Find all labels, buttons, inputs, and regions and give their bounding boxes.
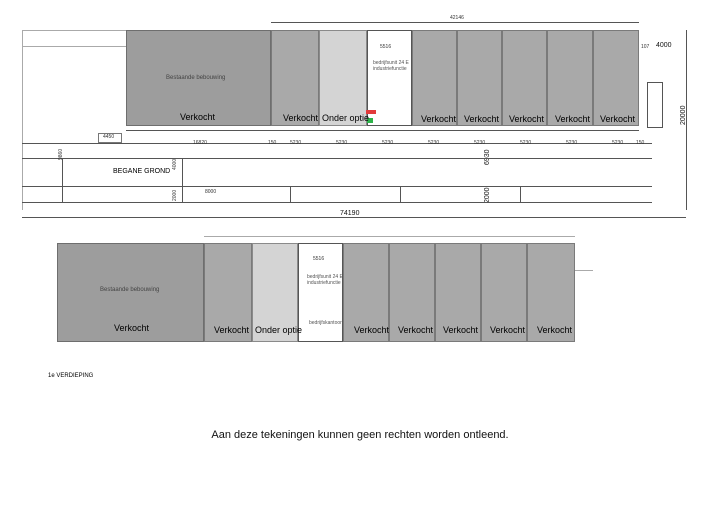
disclaimer-text: Aan deze tekeningen kunnen geen rechten worden ontleend. (211, 429, 509, 441)
dim-unit-4: 5230 (428, 140, 440, 146)
office-label: bedrijfskantoor (309, 320, 342, 326)
unit-g6 (502, 30, 547, 126)
existing-building-label: Bestaande bebouwing (166, 75, 226, 81)
status-g5: Verkocht (509, 114, 545, 124)
dim-small-top: 5516 (380, 44, 392, 50)
status-g1: Verkocht (283, 113, 319, 123)
dim-wall: 4450 (103, 134, 115, 140)
dim-left-side2: 4000 (172, 158, 178, 170)
dim-end-small: 107 (641, 44, 650, 50)
dim-small-top-upper: 5516 (313, 256, 325, 262)
dim-end-right: 150 (636, 140, 645, 146)
status-u1: Verkocht (214, 325, 250, 335)
divider (182, 158, 183, 202)
existing-building-label-upper: Bestaande bebouwing (100, 287, 160, 293)
dim-left-side: 9860 (58, 148, 64, 160)
dim-top-total: 42146 (450, 15, 464, 21)
dim-end-small-left: 150 (268, 140, 277, 146)
status-u7: Verkocht (537, 325, 573, 335)
context-line (22, 46, 126, 47)
divider (400, 186, 401, 202)
status-g3: Verkocht (421, 114, 457, 124)
overall-dimension-line (22, 217, 686, 218)
status-u5: Verkocht (443, 325, 479, 335)
status-g2: Onder optie (322, 113, 370, 123)
dim-unit-1: 5230 (290, 140, 302, 146)
status-g6: Verkocht (555, 114, 591, 124)
status-u2: Onder optie (255, 325, 303, 335)
lower-row-line (126, 130, 639, 131)
dim-bottom-left: 2000 (172, 189, 178, 201)
dim-unit-6: 5230 (520, 140, 532, 146)
unit-g4 (412, 30, 457, 126)
divider (520, 186, 521, 202)
dim-unit-7: 5230 (566, 140, 578, 146)
dim-right-bottom: 2000 (484, 187, 491, 203)
top-dimension-line (271, 22, 639, 23)
context-line (22, 30, 126, 31)
unit-g7 (547, 30, 593, 126)
unit-g2-option (319, 30, 370, 126)
street-line-2 (22, 186, 652, 187)
dim-right-mid: 6930 (484, 149, 491, 165)
unit-g1 (271, 30, 319, 126)
context-line (22, 30, 23, 210)
divider (290, 186, 291, 202)
dim-left-first: 16820 (193, 140, 207, 146)
unit-description: bedrijfsunit 24 E industriefunctie (373, 60, 409, 72)
status-g7: Verkocht (600, 114, 636, 124)
dim-unit-3: 5230 (382, 140, 394, 146)
status-g4: Verkocht (464, 114, 500, 124)
dim-unit-5: 5230 (474, 140, 486, 146)
dim-unit-8: 5230 (612, 140, 624, 146)
floor-label-upper: 1e VERDIEPING (48, 373, 94, 379)
dim-unit-2: 5230 (336, 140, 348, 146)
status-u4: Verkocht (398, 325, 434, 335)
upper-top-line (204, 236, 575, 237)
status-u6: Verkocht (490, 325, 526, 335)
upper-right-tick (575, 270, 593, 271)
divider (62, 158, 63, 202)
dim-right-top: 4000 (656, 42, 672, 49)
status-u3: Verkocht (354, 325, 390, 335)
unit-g8 (593, 30, 639, 126)
right-annex (647, 82, 663, 128)
dim-bottom-inner: 8000 (205, 189, 217, 195)
floor-label-ground: BEGANE GROND (113, 168, 171, 175)
unit-g5 (457, 30, 502, 126)
street-line (22, 158, 652, 159)
unit-description-upper: bedrijfsunit 24 E industriefunctie (307, 274, 343, 286)
dim-right-depth: 20000 (680, 105, 687, 125)
status-g0: Verkocht (180, 112, 216, 122)
dim-overall: 74190 (340, 210, 360, 217)
street-line-3 (22, 202, 652, 203)
status-u0: Verkocht (114, 323, 150, 333)
